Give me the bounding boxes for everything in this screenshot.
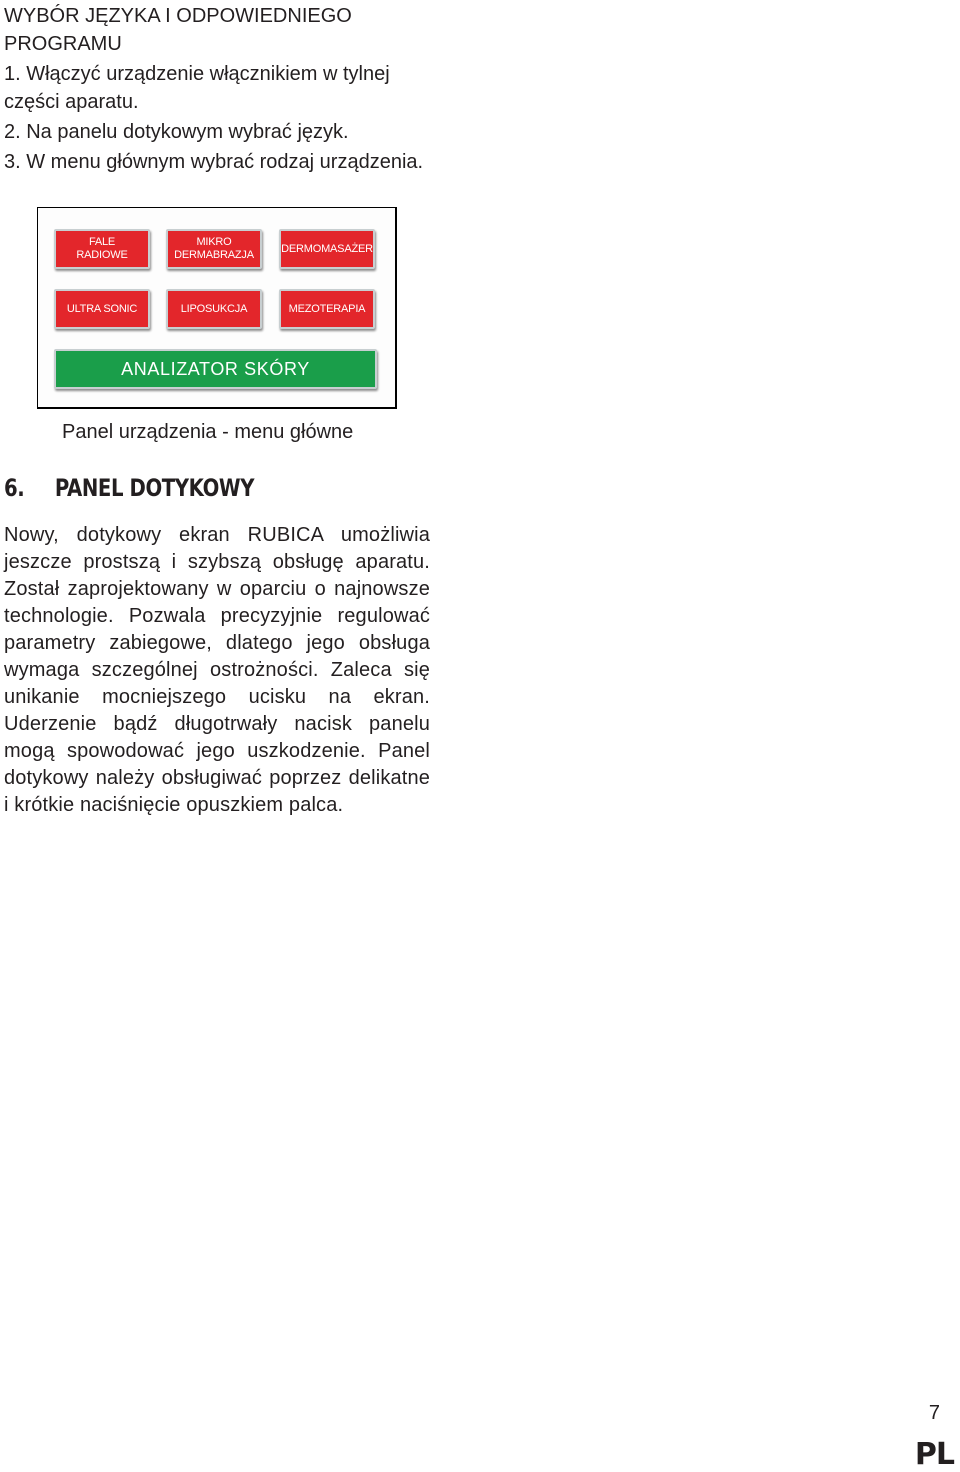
fale-radiowe-label: FALE RADIOWE <box>76 236 128 261</box>
page-number: 7 <box>928 1402 940 1424</box>
dermomasazer-label: DERMOMASAŻER <box>281 242 373 255</box>
language-code: PL <box>914 1437 954 1472</box>
panel-caption: Panel urządzenia - menu główne <box>62 421 354 443</box>
mezoterapia-label: MEZOTERAPIA <box>288 302 366 315</box>
intro-step-3: 3. W menu głównym wybrać rodzaj urządzenia. <box>4 151 424 173</box>
intro-step-1: 1. Włączyć urządzenie włącznikiem w tylnej części aparatu. <box>4 63 390 113</box>
section-title-text: PANEL DOTYKOWY <box>54 474 255 502</box>
analizator-skory-button[interactable] <box>54 349 377 389</box>
section-number: 6. <box>4 474 25 502</box>
ultra-sonic-label: ULTRA SONIC <box>66 302 138 315</box>
ultra-sonic-button[interactable] <box>54 289 150 329</box>
section-title <box>4 472 254 504</box>
intro-block <box>4 2 424 178</box>
intro-heading: WYBÓR JĘZYKA I ODPOWIEDNIEGO PROGRAMU <box>4 5 352 55</box>
mezoterapia-button[interactable] <box>279 289 375 329</box>
mikrodermabrazja-button[interactable] <box>166 229 262 269</box>
intro-steps <box>4 60 424 176</box>
fale-radiowe-button[interactable] <box>54 229 150 269</box>
analizator-skory-label: ANALIZATOR SKÓRY <box>121 358 310 379</box>
liposukcja-label: LIPOSUKCJA <box>180 302 248 315</box>
dermomasazer-button[interactable] <box>279 229 375 269</box>
liposukcja-button[interactable] <box>166 289 262 329</box>
mikrodermabrazja-label: MIKRO DERMABRAZJA <box>174 236 254 261</box>
intro-step-2: 2. Na panelu dotykowym wybrać język. <box>4 121 349 143</box>
section-body: Nowy, dotykowy ekran RUBICA umożliwia jeszcze prostszą i szybszą obsługę aparatu. Został zaprojektowany w oparciu o najnowsze technologie. Pozwala precyzyjnie regulować parametry zabiegowe, dlatego jego obsługa wymaga szczególnej ostrożności. Zaleca się unikanie mocniejszego ucisku na ekran. Uderzenie bądź długotrwały nacisk panelu mogą spowodować jego uszkodzenie. Panel dotykowy należy obsługiwać poprzez delikatne i krótkie naciśnięcie opuszkiem palca. <box>4 524 430 816</box>
device-panel-screenshot <box>37 207 397 409</box>
